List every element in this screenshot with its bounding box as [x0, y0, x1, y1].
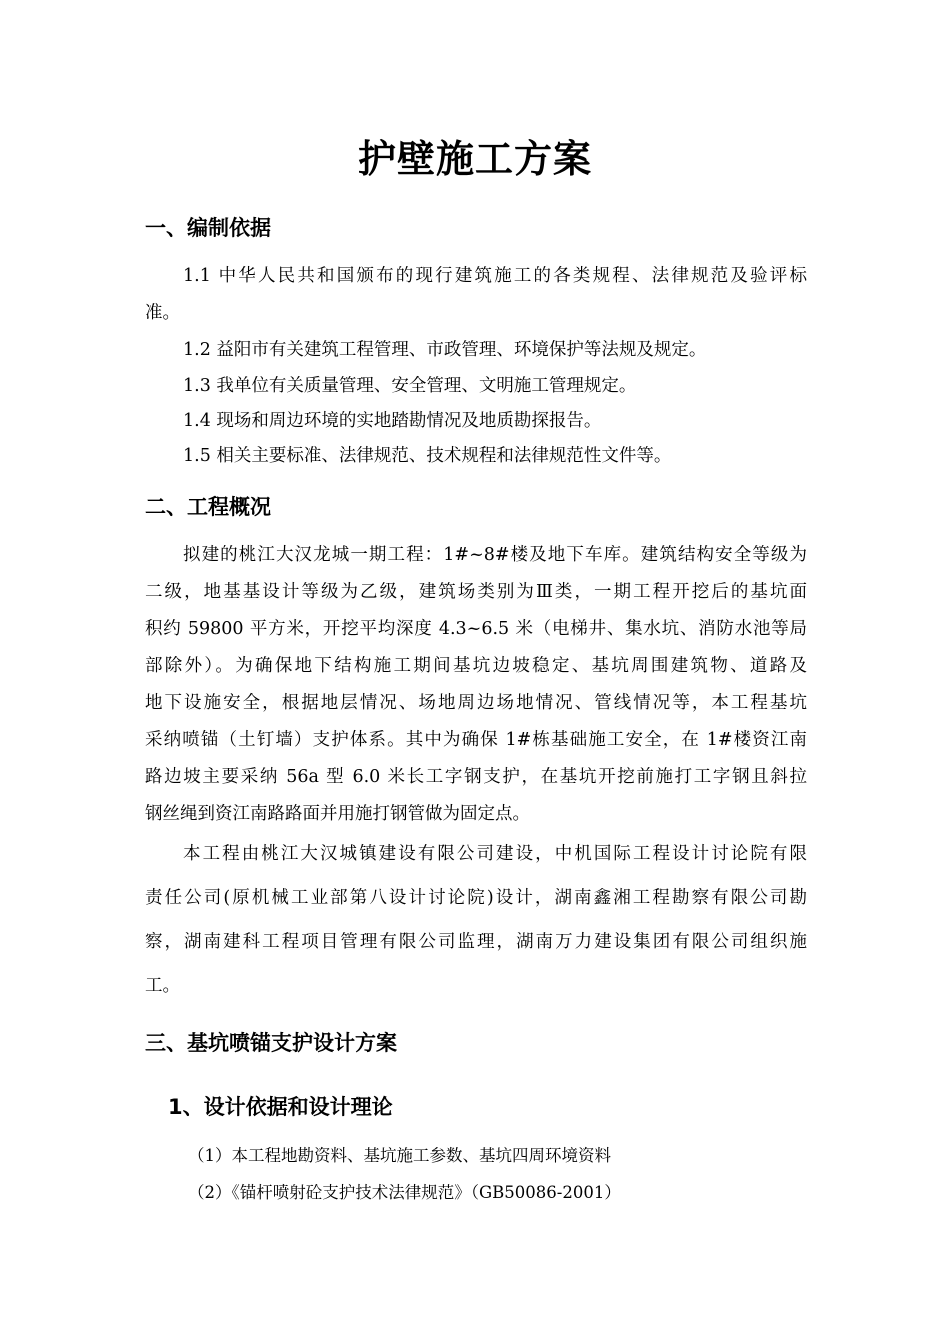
section-2-para-2-line-2: 责任公司(原机械工业部第八设计讨论院)设计，湖南鑫湘工程勘察有限公司勘: [145, 888, 807, 908]
section-1-line-1: 1.1 中华人民共和国颁布的现行建筑施工的各类规程、法律规范及验评标: [183, 266, 807, 286]
section-2-para-2-line-4: 工。: [145, 976, 180, 996]
section-2-para-1-line-5: 地下设施安全，根据地层情况、场地周边场地情况、管线情况等，本工程基坑: [145, 693, 807, 713]
section-2-para-2-line-3: 察，湖南建科工程项目管理有限公司监理，湖南万力建设集团有限公司组织施: [145, 932, 807, 952]
section-2-para-1-line-4: 部除外）。为确保地下结构施工期间基坑边坡稳定、基坑周围建筑物、道路及: [145, 656, 807, 676]
section-2-para-2-line-1: 本工程由桃江大汉城镇建设有限公司建设，中机国际工程设计讨论院有限: [183, 844, 807, 864]
section-2-para-1-line-7: 路边坡主要采纳 56a 型 6.0 米长工字钢支护，在基坑开挖前施打工字钢且斜拉: [145, 767, 807, 787]
section-3-sub-1-item-2: （2）《锚杆喷射砼支护技术法律规范》（GB50086-2001）: [188, 1183, 621, 1202]
section-1-line-3: 1.2 益阳市有关建筑工程管理、市政管理、环境保护等法规及规定。: [183, 340, 707, 360]
section-3-sub-1-heading: 1、设计依据和设计理论: [168, 1095, 393, 1119]
section-2-para-1-line-8: 钢丝绳到资江南路路面并用施打钢管做为固定点。: [145, 804, 530, 824]
section-2-para-1-line-1: 拟建的桃江大汉龙城一期工程：1#~8#楼及地下车库。建筑结构安全等级为: [183, 545, 807, 565]
document-title: 护壁施工方案: [357, 137, 592, 181]
section-3-sub-1-item-1: （1）本工程地勘资料、基坑施工参数、基坑四周环境资料: [188, 1146, 611, 1165]
section-1-line-5: 1.4 现场和周边环境的实地踏勘情况及地质勘探报告。: [183, 411, 602, 431]
section-1-line-4: 1.3 我单位有关质量管理、安全管理、文明施工管理规定。: [183, 376, 637, 396]
section-2-para-1-line-6: 采纳喷锚（土钉墙）支护体系。其中为确保 1#栋基础施工安全，在 1#楼资江南: [145, 730, 807, 750]
section-3-heading: 三、基坑喷锚支护设计方案: [145, 1031, 397, 1055]
section-1-line-2: 准。: [145, 303, 180, 323]
section-2-para-1-line-3: 积约 59800 平方米，开挖平均深度 4.3~6.5 米（电梯井、集水坑、消防水池等局: [145, 619, 807, 639]
section-1-line-6: 1.5 相关主要标准、法律规范、技术规程和法律规范性文件等。: [183, 446, 672, 466]
section-2-para-1-line-2: 二级，地基基设计等级为乙级，建筑场类别为Ⅲ类，一期工程开挖后的基坑面: [145, 582, 807, 602]
section-2-heading: 二、工程概况: [145, 495, 271, 519]
section-1-heading: 一、编制依据: [145, 216, 271, 240]
